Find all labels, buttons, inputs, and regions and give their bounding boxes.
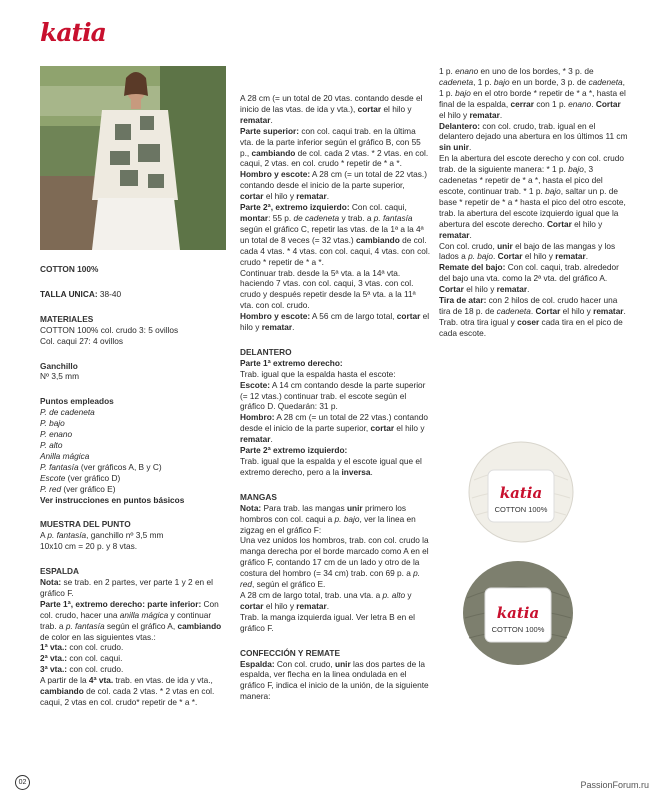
front-part2-label: Parte 2ª extremo izquierdo: [240,445,348,456]
gauge-line: A p. fantasía, ganchillo nº 3,5 mm [40,530,164,541]
front-heading: DELANTERO [240,346,292,357]
continue-text: Continuar trab. desde la 5ª vta. a la 14ª vta. haciendo 7 vtas. con col. caqui, 3 vtas. con col. crudo y después repetir desde la 5ª vta. a la 11ª vta. con col. crudo. [240,267,416,311]
hook-value: Nº 3,5 mm [40,371,79,382]
pattern-title: COTTON 100% [40,264,99,274]
hook-heading: Ganchillo [40,360,78,371]
shoulder-neck-2: Hombro y escote: A 56 cm de largo total, cortar el hilo y rematar. [240,311,430,333]
shoulder: Hombro: A 28 cm (= un total de 22 vtas.) contando desde el inicio de la parte superior, cortar el hilo y rematar. [240,412,428,445]
finishing-back: Espalda: Con col. crudo, unir las dos partes de la espalda, ver flecha en la linea ondulada en el gráfico F, indica el inicio de la unión, de la siguiente manera: [240,658,429,702]
shoulder-neck: Hombro y escote: A 28 cm (= un total de 22 vtas.) contando desde el inicio de la parte superior, cortar el hilo y rematar. [240,169,427,202]
materials-line: COTTON 100% col. crudo 3: 5 ovillos [40,324,179,335]
yarn-label: COTTON 100% [491,625,545,634]
finishing-cont: 1 p. enano en uno de los bordes, * 3 p. de cadeneta, 1 p. bajo en un borde, 3 p. de cadeneta, 1 p. bajo en el otro borde * repetir de * a *, hasta el final de la espalda, cerrar con 1 p. enano. Cortar el hilo y rematar. [439,66,626,120]
sleeves-text: Una vez unidos los hombros, trab. con col. crudo la manga derecha por el borde marcado como A en el gráfico F, contando 17 cm de un lado y otro de la costura del hombro (= 34 cm) trab. con 69 p. a p. red, según el gráfico E. [240,535,429,590]
watermark: PassionForum.ru [580,780,649,790]
front-part1-text: Trab. igual que la espalda hasta el escote: [240,368,396,379]
row-3: 3ª vta.: con col. crudo. [40,664,124,675]
opening-text: En la abertura del escote derecho y con col. crudo trab. de la siguiente manera: * 1 p. bajo, 3 cadenetas * repetir de * a *, hasta el pico del escote, continuar trab. * 1 p. bajo, saltar un p. de base * repetir de * a * hasta el pico del otro escote, trab. la abertura del escote izquierdo igual que la abertura del escote derecho. Cortar el hilo y rematar. [439,153,626,240]
row-2: 2ª vta.: con col. caqui. [40,653,123,664]
yarn-label: COTTON 100% [494,505,548,514]
stitch-item: Anilla mágica [40,450,90,461]
yarn-ball-khaki [461,558,576,668]
stitch-item: P. enano [40,429,73,440]
upper-part: Parte superior: con col. caqui trab. en la última vta. de la parte inferior según el gráfico B, con 55 p., cambiando de col. cada 2 vtas. * 2 vtas. en col. caqui, 2 vtas. en col. crudo * repetir de * a *. [240,125,429,169]
gauge-line: 10x10 cm = 20 p. y 8 vtas. [40,541,138,552]
neckline: Escote: A 14 cm contando desde la parte superior (= 12 vtas.) continuar trab. el escote según el gráfico D. Quedarán: 31 p. [240,379,426,412]
model-photo [40,66,226,250]
yarn-brand: katia [499,484,543,502]
stitch-item: P. bajo [40,418,65,429]
sleeves-text: A 28 cm de largo total, trab. una vta. a p. alto y cortar el hilo y rematar. [240,589,412,611]
row-1: 1ª vta.: con col. crudo. [40,642,124,653]
stitch-item: P. red (ver gráfico E) [40,483,116,494]
back-heading: ESPALDA [40,566,80,577]
materials-line: Col. caqui 27: 4 ovillos [40,335,124,346]
sleeves-heading: MANGAS [240,491,277,502]
row-4-onwards: A partir de la 4ª vta. trab. en vtas. de ida y vta., cambiando de col. cada 2 vtas. * 2 vtas en col. caqui, 2 vtas en col. crudo* repetir de * a *. [40,675,215,707]
stitch-item: P. alto [40,439,63,450]
brand-logo: katia [40,18,106,47]
sleeves-join: Con col. crudo, unir el bajo de las mangas y los lados a p. bajo. Cortar el hilo y rematar. [439,240,616,262]
stitches-heading: Puntos empleados [40,396,114,407]
back-continue: A 28 cm (= un total de 20 vtas. contando desde el inicio de las vtas. de ida y vta.), cortar el hilo y rematar. [240,93,423,125]
part2-left: Parte 2ª, extremo izquierdo: Con col. caqui, montar: 55 p. de cadeneta y trab. a p. fantasía según el gráfico C, repetir las vtas. de la 1ª a la 4ª un total de 8 veces (= 32 vtas.) cambiando de col. cada 4 vtas. * 4 vtas. con col. caqui, 4 vtas. con col. crudo * repetir de * a *. [240,202,431,267]
gauge-heading: MUESTRA DEL PUNTO [40,519,131,530]
yarn-brand: katia [496,604,540,622]
size-line: TALLA UNICA: 38-40 [40,288,122,299]
page-number: 02 [15,775,30,790]
back-part1: Parte 1ª, extremo derecho: parte inferior: Con col. crudo, hacer una anilla mágica y continuar trab. a p. fantasía según el gráfico A, cambiando de color en las siguientes vtas.: [40,598,222,642]
front-part1-label: Parte 1ª extremo derecho: [240,357,343,368]
yarn-ball-white [466,440,576,545]
instructions-note: Ver instrucciones en puntos básicos [40,494,185,505]
back-note: Nota: se trab. en 2 partes, ver parte 1 y 2 en el gráfico F. [40,577,213,598]
front-part2-text: Trab. igual que la espalda y el escote igual que el extremo derecho, pero a la inversa. [240,456,422,477]
right-column [439,66,629,339]
materials-heading: MATERIALES [40,313,94,324]
hem-finish-cut: Cortar el hilo y rematar. [439,284,530,295]
left-column [40,66,226,708]
hem-finish: Remate del bajo: Con col. caqui, trab. alrededor del bajo una vta. como la 2ª vta. del gráfico A. [439,262,619,284]
another-strip: Trab. otra tira igual y coser cada tira en el pico de cada escote. [439,316,623,338]
stitch-item: P. de cadeneta [40,407,95,418]
stitch-item: Escote (ver gráfico D) [40,472,121,483]
finishing-heading: CONFECCIÓN Y REMATE [240,647,341,658]
stitch-item: P. fantasía (ver gráficos A, B y C) [40,461,162,472]
sleeves-note: Nota: Para trab. las mangas unir primero los hombros con col. caqui a p. bajo, ver la linea en zigzag en el gráfico F: [240,502,416,535]
front-finish: Delantero: con col. crudo, trab. igual en el delantero dejado una abertura en los últimos 11 cm sin unir. [439,120,628,153]
sleeves-text: Trab. la manga izquierda igual. Ver letra B en el gráfico F. [240,611,415,633]
tie-strip: Tira de atar: con 2 hilos de col. crudo hacer una tira de 18 p. de cadeneta. Cortar el hilo y rematar. [439,295,626,316]
middle-column [240,93,430,702]
